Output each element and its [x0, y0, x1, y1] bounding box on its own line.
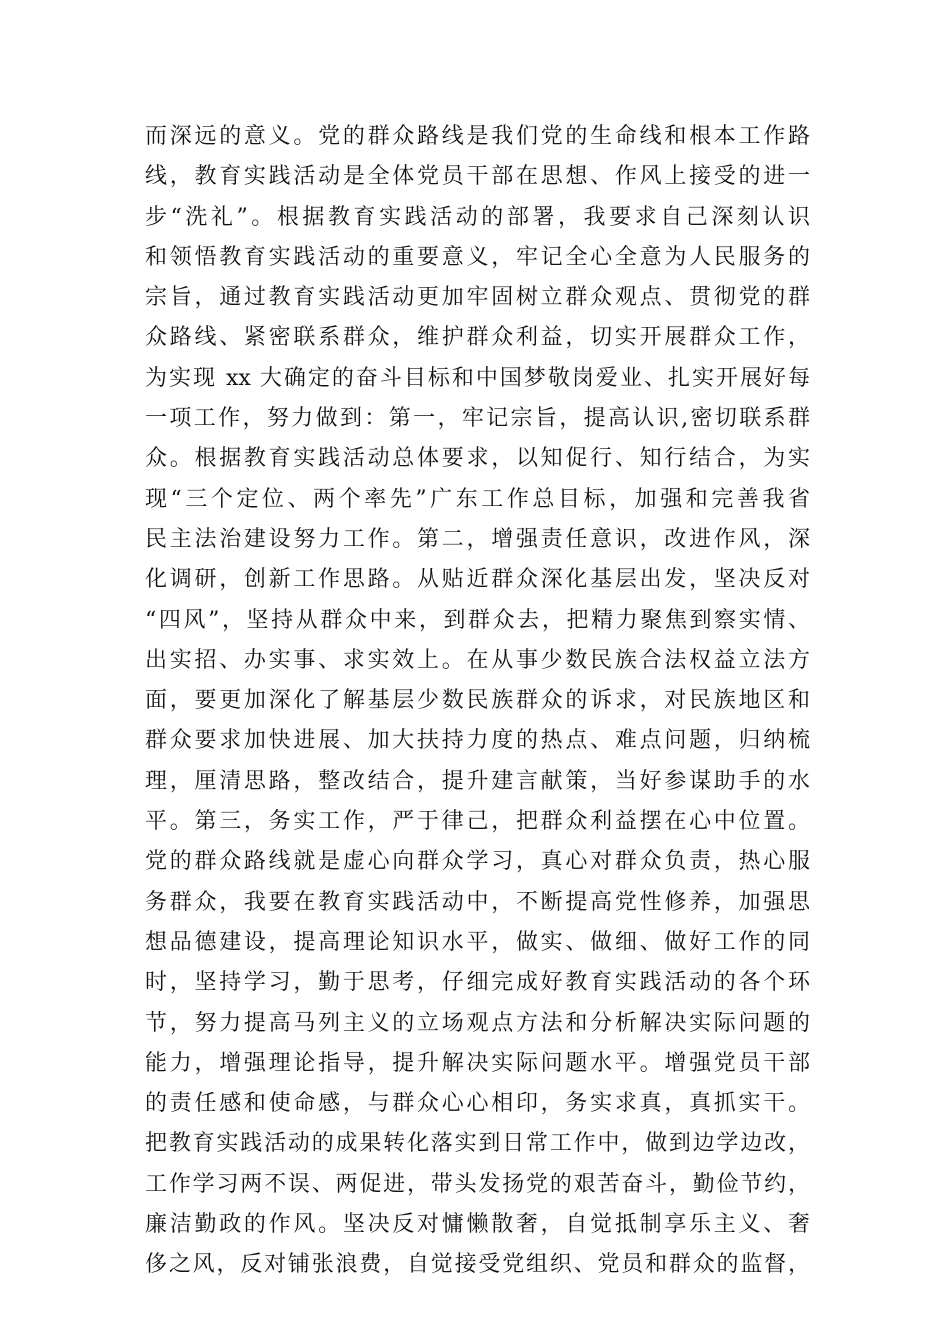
- text-line-21: 想品德建设，提高理论知识水平，做实、做细、做好工作的同: [145, 929, 810, 955]
- text-line-19: 党的群众路线就是虚心向群众学习，真心对群众负责，热心服: [145, 849, 810, 875]
- text-line-10: 现“三个定位、两个率先”广东工作总目标，加强和完善我省: [145, 486, 810, 512]
- text-line-23: 节，努力提高马列主义的立场观点方法和分析解决实际问题的: [145, 1010, 810, 1036]
- text-line-9: 众。根据教育实践活动总体要求，以知促行、知行结合，为实: [145, 446, 810, 472]
- text-line-22: 时，坚持学习，勤于思考，仔细完成好教育实践活动的各个环: [145, 970, 810, 996]
- text-line-5: 宗旨，通过教育实践活动更加牢固树立群众观点、贯彻党的群: [145, 285, 810, 311]
- text-line-1: 而深远的意义。党的群众路线是我们党的生命线和根本工作路: [145, 124, 810, 149]
- text-line-6: 众路线、紧密联系群众，维护群众利益，切实开展群众工作，: [145, 325, 810, 351]
- text-line-11: 民主法治建设努力工作。第二，增强责任意识，改进作风，深: [145, 526, 810, 552]
- text-line-2: 线，教育实践活动是全体党员干部在思想、作风上接受的进一: [145, 164, 810, 190]
- text-line-14: 出实招、办实事、求实效上。在从事少数民族合法权益立法方: [145, 647, 810, 673]
- text-line-20: 务群众，我要在教育实践活动中，不断提高党性修养，加强思: [145, 889, 810, 915]
- body-text: [145, 117, 810, 1286]
- text-line-29: 侈之风，反对铺张浪费，自觉接受党组织、党员和群众的监督，: [145, 1252, 810, 1278]
- text-line-15: 面，要更加深化了解基层少数民族群众的诉求，对民族地区和: [145, 688, 810, 714]
- text-line-3: 步“洗礼”。根据教育实践活动的部署，我要求自己深刻认识: [145, 204, 810, 230]
- text-line-18: 平。第三，务实工作，严于律己，把群众利益摆在心中位置。: [145, 809, 810, 835]
- text-line-7: 为实现 xx 大确定的奋斗目标和中国梦敬岗爱业、扎实开展好每: [145, 365, 810, 391]
- text-line-4: 和领悟教育实践活动的重要意义，牢记全心全意为人民服务的: [145, 244, 810, 270]
- text-line-17: 理，厘清思路，整改结合，提升建言献策，当好参谋助手的水: [145, 768, 810, 794]
- text-line-28: 廉洁勤政的作风。坚决反对慵懒散奢，自觉抵制享乐主义、奢: [145, 1212, 810, 1238]
- text-line-25: 的责任感和使命感，与群众心心相印，务实求真，真抓实干。: [145, 1091, 810, 1117]
- text-line-13: “四风”，坚持从群众中来，到群众去，把精力聚焦到察实情、: [145, 607, 810, 633]
- text-line-24: 能力，增强理论指导，提升解决实际问题水平。增强党员干部: [145, 1050, 810, 1076]
- text-line-12: 化调研，创新工作思路。从贴近群众深化基层出发，坚决反对: [145, 567, 810, 593]
- text-line-27: 工作学习两不误、两促进，带头发扬党的艰苦奋斗，勤俭节约，: [145, 1171, 810, 1197]
- text-line-8: 一项工作，努力做到：第一，牢记宗旨，提高认识,密切联系群: [145, 406, 810, 432]
- text-line-16: 群众要求加快进展、加大扶持力度的热点、难点问题，归纳梳: [145, 728, 810, 754]
- text-line-26: 把教育实践活动的成果转化落实到日常工作中，做到边学边改，: [145, 1131, 810, 1157]
